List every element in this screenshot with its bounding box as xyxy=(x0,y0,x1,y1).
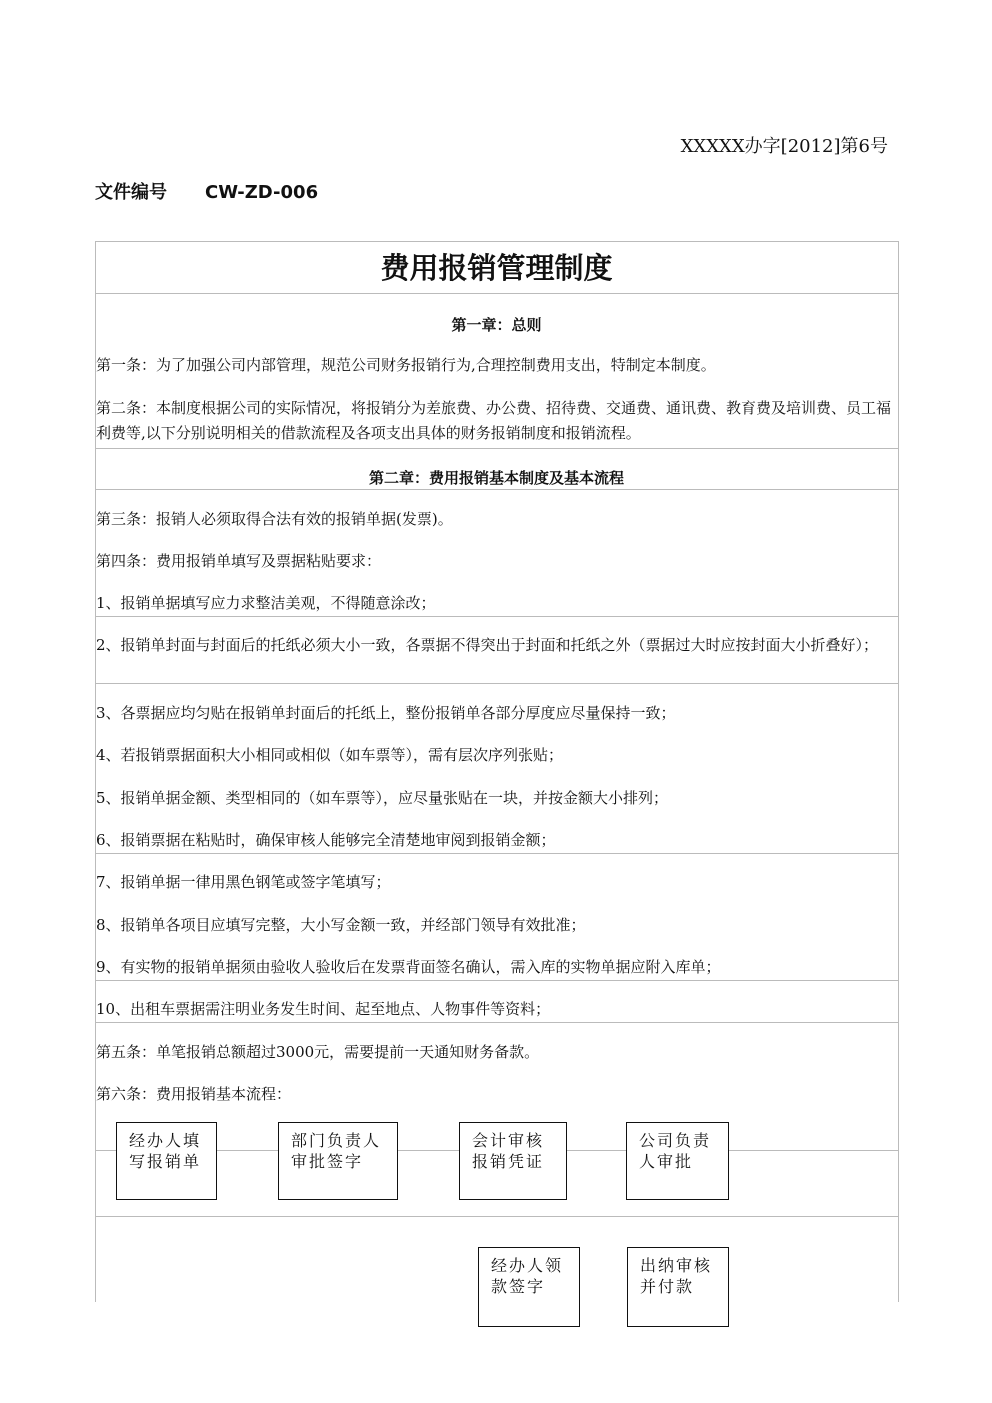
row-divider xyxy=(95,853,898,854)
list-item: 8、报销单各项目应填写完整，大小写金额一致，并经部门领导有效批准； xyxy=(96,916,586,934)
article-4: 第四条：费用报销单填写及票据粘贴要求： xyxy=(96,552,382,570)
list-item: 7、报销单据一律用黑色钢笔或签字笔填写； xyxy=(96,873,391,891)
list-item: 4、若报销票据面积大小相同或相似（如车票等），需有层次序列张贴； xyxy=(96,746,564,764)
page-title: 费用报销管理制度 xyxy=(380,251,613,285)
list-item: 5、报销单据金额、类型相同的（如车票等），应尽量张贴在一块，并按金额大小排列； xyxy=(96,789,669,807)
list-item: 9、有实物的报销单据须由验收人验收后在发票背面签名确认，需入库的实物单据应附入库单； xyxy=(96,958,721,976)
article-6: 第六条：费用报销基本流程： xyxy=(96,1085,292,1103)
chapter-2-heading: 第二章：费用报销基本制度及基本流程 xyxy=(368,469,624,487)
file-code-value: CW-ZD-006 xyxy=(205,182,319,203)
article-2: 第二条：本制度根据公司的实际情况，将报销分为差旅费、办公费、招待费、交通费、通讯费、教育费及培训费、员工福利费等,以下分别说明相关的借款流程及各项支出具体的财务报销制度和报销流程。 xyxy=(96,399,892,442)
row-divider xyxy=(95,616,898,617)
row-divider xyxy=(95,448,898,449)
flow-step-department-approval: 部门负责人审批签字 xyxy=(278,1122,398,1200)
flow-step-accounting-review: 会计审核报销凭证 xyxy=(459,1122,567,1200)
list-item: 10、出租车票据需注明业务发生时间、起至地点、人物事件等资料； xyxy=(96,1000,551,1018)
row-divider xyxy=(95,489,898,490)
list-item: 6、报销票据在粘贴时，确保审核人能够完全清楚地审阅到报销金额； xyxy=(96,831,556,849)
list-item: 1、报销单据填写应力求整洁美观，不得随意涂改； xyxy=(96,594,436,612)
file-code xyxy=(95,178,318,204)
flow-step-receive-payment: 经办人领款签字 xyxy=(478,1247,580,1327)
flow-step-fill-form: 经办人填写报销单 xyxy=(116,1122,217,1200)
row-divider xyxy=(95,293,898,294)
row-divider xyxy=(95,683,898,684)
row-divider xyxy=(95,980,898,981)
row-divider xyxy=(95,1022,898,1023)
document-number: XXXXX办字[2012]第6号 xyxy=(680,136,888,157)
flow-step-cashier-payment: 出纳审核并付款 xyxy=(627,1247,729,1327)
article-1: 第一条：为了加强公司内部管理，规范公司财务报销行为,合理控制费用支出，特制定本制度。 xyxy=(96,356,716,374)
chapter-1-heading: 第一章：总则 xyxy=(451,316,542,334)
article-3: 第三条：报销人必须取得合法有效的报销单据(发票)。 xyxy=(96,510,453,528)
file-code-label: 文件编号 xyxy=(95,182,167,203)
article-5: 第五条：单笔报销总额超过3000元，需要提前一天通知财务备款。 xyxy=(96,1043,540,1061)
row-divider xyxy=(95,1216,898,1217)
list-item: 3、各票据应均匀贴在报销单封面后的托纸上，整份报销单各部分厚度应尽量保持一致； xyxy=(96,704,676,722)
flow-step-manager-approval: 公司负责人审批 xyxy=(626,1122,729,1200)
list-item: 2、报销单封面与封面后的托纸必须大小一致，各票据不得突出于封面和托纸之外（票据过大时应按封面大小折叠好）； xyxy=(96,636,879,654)
